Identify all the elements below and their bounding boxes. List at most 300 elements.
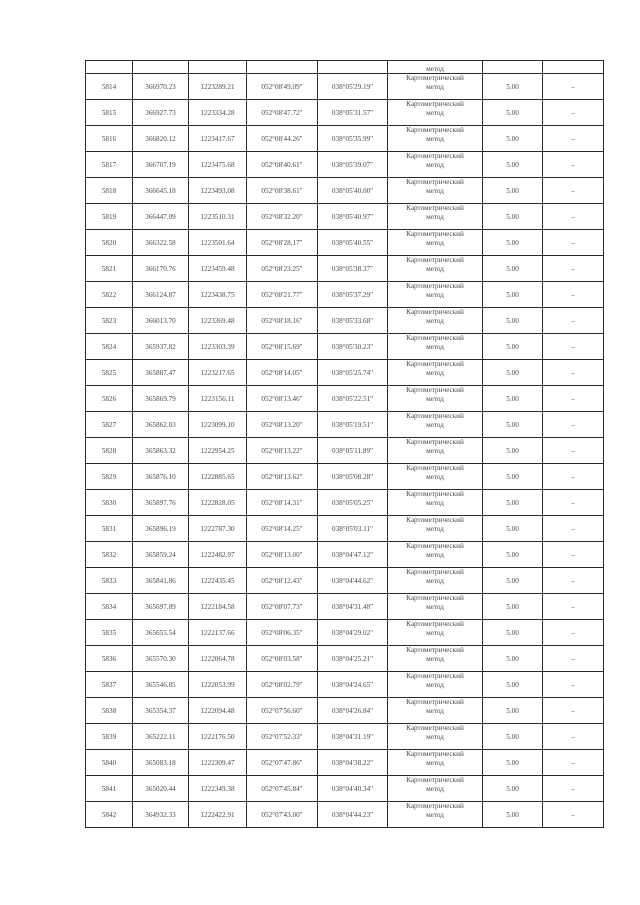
method-line-1: Картометрический: [406, 542, 464, 550]
method-line-1: Картометрический: [406, 74, 464, 82]
cell-latitude: 052°08'02.79": [247, 672, 318, 698]
cell-point-number: 5828: [86, 438, 133, 464]
cell-y: 1223303.39: [189, 334, 247, 360]
cell-method: [388, 386, 483, 412]
cell-point-number: 5818: [86, 178, 133, 204]
cell-method: [388, 594, 483, 620]
cell-latitude: 052°08'13.46": [247, 386, 318, 412]
cell-y: 1223501.64: [189, 230, 247, 256]
method-line-1: Картометрический: [406, 334, 464, 342]
table-row: [86, 646, 604, 672]
cell-method: [388, 412, 483, 438]
cell-latitude: 052°08'18.16": [247, 308, 318, 334]
cell-x: 366927.73: [133, 100, 189, 126]
cell-x: 365020.44: [133, 776, 189, 802]
cell-point-number: 5825: [86, 360, 133, 386]
method-line-1: Картометрический: [406, 620, 464, 628]
table-row: [86, 256, 604, 282]
cell-accuracy: 5.00: [483, 802, 543, 828]
method-line-1: Картометрический: [406, 516, 464, 524]
table-row: [86, 802, 604, 828]
method-line-1: Картометрический: [406, 802, 464, 810]
table-row: [86, 152, 604, 178]
method-line-1: Картометрический: [406, 360, 464, 368]
method-line-1: Картометрический: [406, 230, 464, 238]
cell-longitude: 038°05'33.68": [318, 308, 388, 334]
cell-point-number: 5842: [86, 802, 133, 828]
cell-longitude: 038°05'29.19": [318, 74, 388, 100]
method-line-1: Картометрический: [406, 776, 464, 784]
cell-accuracy: 5.00: [483, 438, 543, 464]
cell-method: [388, 724, 483, 750]
method-line-1: Картометрический: [406, 282, 464, 290]
cell-method: [388, 750, 483, 776]
cell-point-number: 5824: [86, 334, 133, 360]
method-line-2: метод: [426, 395, 444, 403]
method-line-1: Картометрический: [406, 672, 464, 680]
cell-y: 1223334.28: [189, 100, 247, 126]
cell-latitude: [247, 61, 318, 74]
cell-accuracy: 5.00: [483, 204, 543, 230]
method-line-2: метод: [426, 525, 444, 533]
method-line-2: метод: [426, 551, 444, 559]
table-row: [86, 100, 604, 126]
cell-x: 365859.24: [133, 542, 189, 568]
method-line-2: метод: [426, 785, 444, 793]
cell-accuracy: 5.00: [483, 620, 543, 646]
cell-y: 1222094.48: [189, 698, 247, 724]
cell-latitude: 052°08'14.05": [247, 360, 318, 386]
cell-x: 366707.19: [133, 152, 189, 178]
cell-latitude: 052°08'47.72": [247, 100, 318, 126]
cell-point-number: 5835: [86, 620, 133, 646]
cell-accuracy: 5.00: [483, 74, 543, 100]
cell-method: [388, 74, 483, 100]
cell-accuracy: 5.00: [483, 594, 543, 620]
cell-accuracy: 5.00: [483, 178, 543, 204]
cell-y: 1222137.66: [189, 620, 247, 646]
method-line-1: Картометрический: [406, 464, 464, 472]
cell-x: 366970.23: [133, 74, 189, 100]
cell-point-number: 5829: [86, 464, 133, 490]
cell-description: –: [543, 360, 604, 386]
cell-accuracy: 5.00: [483, 516, 543, 542]
cell-x: 365876.10: [133, 464, 189, 490]
cell-description: –: [543, 516, 604, 542]
cell-description: –: [543, 308, 604, 334]
method-line-1: Картометрический: [406, 594, 464, 602]
cell-method: [388, 334, 483, 360]
cell-latitude: 052°08'28.17": [247, 230, 318, 256]
cell-x: 366645.18: [133, 178, 189, 204]
cell-description: –: [543, 126, 604, 152]
cell-description: –: [543, 256, 604, 282]
cell-latitude: 052°07'52.33": [247, 724, 318, 750]
cell-x: 365863.32: [133, 438, 189, 464]
cell-point-number: 5840: [86, 750, 133, 776]
cell-y: 1223510.31: [189, 204, 247, 230]
cell-x: 364932.33: [133, 802, 189, 828]
method-line-2: метод: [426, 161, 444, 169]
cell-y: 1222064.78: [189, 646, 247, 672]
table-row: [86, 490, 604, 516]
cell-accuracy: 5.00: [483, 646, 543, 672]
method-line-1: Картометрический: [406, 152, 464, 160]
cell-longitude: [318, 61, 388, 74]
table-row: [86, 438, 604, 464]
cell-accuracy: 5.00: [483, 776, 543, 802]
cell-point-number: 5827: [86, 412, 133, 438]
cell-method: [388, 776, 483, 802]
method-line-2: метод: [426, 343, 444, 351]
cell-description: –: [543, 620, 604, 646]
method-line-1: Картометрический: [406, 438, 464, 446]
cell-latitude: 052°08'13.20": [247, 412, 318, 438]
table-row: [86, 308, 604, 334]
cell-method: [388, 568, 483, 594]
cell-y: 1222053.99: [189, 672, 247, 698]
cell-accuracy: 5.00: [483, 672, 543, 698]
cell-description: –: [543, 152, 604, 178]
cell-method: [388, 230, 483, 256]
cell-point-number: 5830: [86, 490, 133, 516]
method-line-2: метод: [426, 603, 444, 611]
cell-method: [388, 672, 483, 698]
cell-point-number: 5821: [86, 256, 133, 282]
cell-latitude: 052°08'13.22": [247, 438, 318, 464]
cell-x: 365222.11: [133, 724, 189, 750]
cell-latitude: 052°08'14.31": [247, 490, 318, 516]
cell-longitude: 038°05'11.89": [318, 438, 388, 464]
cell-longitude: 038°05'22.51": [318, 386, 388, 412]
cell-point-number: 5836: [86, 646, 133, 672]
table-row: [86, 750, 604, 776]
cell-latitude: 052°08'06.35": [247, 620, 318, 646]
cell-latitude: 052°08'07.73": [247, 594, 318, 620]
cell-latitude: 052°08'13.00": [247, 542, 318, 568]
cell-method: [388, 204, 483, 230]
method-line-1: Картометрический: [406, 386, 464, 394]
cell-longitude: 038°05'30.23": [318, 334, 388, 360]
cell-point-number: 5815: [86, 100, 133, 126]
method-line-2: метод: [426, 447, 444, 455]
cell-x: 365354.37: [133, 698, 189, 724]
cell-y: 1222787.30: [189, 516, 247, 542]
table-row: [86, 724, 604, 750]
cell-x: 365655.54: [133, 620, 189, 646]
cell-method: [388, 360, 483, 386]
cell-description: [543, 61, 604, 74]
cell-y: 1222349.38: [189, 776, 247, 802]
cell-longitude: 038°05'08.28": [318, 464, 388, 490]
table-row: [86, 204, 604, 230]
cell-point-number: 5831: [86, 516, 133, 542]
method-line-2: метод: [426, 629, 444, 637]
cell-latitude: 052°08'21.77": [247, 282, 318, 308]
method-line-1: Картометрический: [406, 724, 464, 732]
cell-description: –: [543, 646, 604, 672]
cell-y: 1222954.25: [189, 438, 247, 464]
cell-point-number: 5823: [86, 308, 133, 334]
table-row: [86, 230, 604, 256]
cell-method: [388, 126, 483, 152]
cell-accuracy: 5.00: [483, 282, 543, 308]
cell-longitude: 038°05'35.99": [318, 126, 388, 152]
cell-method: [388, 152, 483, 178]
method-line-1: Картометрический: [406, 412, 464, 420]
cell-point-number: 5817: [86, 152, 133, 178]
cell-method: [388, 698, 483, 724]
cell-accuracy: 5.00: [483, 360, 543, 386]
cell-x: 366820.12: [133, 126, 189, 152]
cell-point-number: 5820: [86, 230, 133, 256]
cell-x: 365887.47: [133, 360, 189, 386]
cell-point-number: 5837: [86, 672, 133, 698]
cell-point-number: 5841: [86, 776, 133, 802]
cell-longitude: 038°05'05.25": [318, 490, 388, 516]
method-line-1: Картометрический: [406, 490, 464, 498]
cell-method: [388, 620, 483, 646]
cell-y: 1223459.48: [189, 256, 247, 282]
cell-latitude: 052°08'15.69": [247, 334, 318, 360]
cell-x: 365869.79: [133, 386, 189, 412]
cell-longitude: 038°05'38.37": [318, 256, 388, 282]
method-line-2: метод: [426, 421, 444, 429]
cell-point-number: 5816: [86, 126, 133, 152]
cell-description: –: [543, 230, 604, 256]
cell-x: 365937.82: [133, 334, 189, 360]
cell-longitude: 038°05'40.00": [318, 178, 388, 204]
method-line-2: метод: [426, 239, 444, 247]
method-line-2: метод: [426, 707, 444, 715]
cell-method: [388, 438, 483, 464]
cell-description: –: [543, 282, 604, 308]
cell-x: 365896.19: [133, 516, 189, 542]
method-line-1: Картометрический: [406, 750, 464, 758]
cell-description: –: [543, 672, 604, 698]
cell-accuracy: 5.00: [483, 698, 543, 724]
cell-x: 366322.58: [133, 230, 189, 256]
method-line-2: метод: [426, 291, 444, 299]
cell-accuracy: 5.00: [483, 386, 543, 412]
cell-x: 366013.70: [133, 308, 189, 334]
table-row: [86, 178, 604, 204]
cell-longitude: 038°04'26.84": [318, 698, 388, 724]
cell-description: –: [543, 412, 604, 438]
table-row: [86, 464, 604, 490]
cell-longitude: 038°04'24.65": [318, 672, 388, 698]
cell-longitude: 038°04'38.22": [318, 750, 388, 776]
cell-longitude: 038°05'25.74": [318, 360, 388, 386]
method-line-2: метод: [426, 655, 444, 663]
cell-y: 1223438.75: [189, 282, 247, 308]
cell-method: [388, 308, 483, 334]
cell-description: –: [543, 802, 604, 828]
cell-description: –: [543, 438, 604, 464]
cell-latitude: 052°08'32.20": [247, 204, 318, 230]
coordinates-table: [85, 60, 604, 828]
cell-latitude: 052°08'49.09": [247, 74, 318, 100]
cell-accuracy: 5.00: [483, 568, 543, 594]
cell-method: [388, 542, 483, 568]
cell-description: –: [543, 178, 604, 204]
cell-longitude: 038°04'44.62": [318, 568, 388, 594]
table-row: [86, 516, 604, 542]
method-line-2: метод: [426, 135, 444, 143]
cell-x: 366447.09: [133, 204, 189, 230]
cell-longitude: 038°05'40.55": [318, 230, 388, 256]
method-line-1: Картометрический: [406, 568, 464, 576]
cell-description: –: [543, 724, 604, 750]
cell-point-number: 5822: [86, 282, 133, 308]
cell-description: –: [543, 204, 604, 230]
cell-longitude: 038°05'39.07": [318, 152, 388, 178]
cell-method: [388, 100, 483, 126]
method-line-2: метод: [426, 265, 444, 273]
cell-method: [388, 516, 483, 542]
cell-longitude: 038°05'37.29": [318, 282, 388, 308]
table-row: [86, 412, 604, 438]
table-row: [86, 282, 604, 308]
cell-method: [388, 802, 483, 828]
table-row: [86, 386, 604, 412]
cell-point-number: 5834: [86, 594, 133, 620]
cell-accuracy: 5.00: [483, 412, 543, 438]
method-line-2: метод: [426, 83, 444, 91]
cell-description: –: [543, 100, 604, 126]
method-line-2: метод: [426, 681, 444, 689]
cell-x: 365862.03: [133, 412, 189, 438]
method-line-1: Картометрический: [406, 178, 464, 186]
table-row: [86, 542, 604, 568]
cell-longitude: 038°04'47.12": [318, 542, 388, 568]
cell-y: 1222309.47: [189, 750, 247, 776]
cell-point-number: 5833: [86, 568, 133, 594]
cell-point-number: 5838: [86, 698, 133, 724]
table-row: [86, 620, 604, 646]
cell-method: [388, 178, 483, 204]
cell-x: 366124.87: [133, 282, 189, 308]
method-line-1: Картометрический: [406, 308, 464, 316]
method-line-1: Картометрический: [406, 204, 464, 212]
table-row: [86, 360, 604, 386]
table-body: [86, 61, 604, 828]
cell-accuracy: 5.00: [483, 750, 543, 776]
cell-longitude: 038°04'29.02": [318, 620, 388, 646]
cell-x: [133, 61, 189, 74]
method-line-1: Картометрический: [406, 646, 464, 654]
cell-y: 1223475.68: [189, 152, 247, 178]
cell-longitude: 038°04'25.21": [318, 646, 388, 672]
table-row: [86, 698, 604, 724]
cell-y: 1223369.48: [189, 308, 247, 334]
cell-latitude: 052°08'38.61": [247, 178, 318, 204]
cell-point-number: 5832: [86, 542, 133, 568]
method-line-1: Картометрический: [406, 126, 464, 134]
cell-description: –: [543, 386, 604, 412]
table-row: [86, 568, 604, 594]
cell-y: 1223417.67: [189, 126, 247, 152]
cell-longitude: 038°05'40.97": [318, 204, 388, 230]
cell-description: –: [543, 568, 604, 594]
cell-accuracy: 5.00: [483, 152, 543, 178]
table-row: [86, 594, 604, 620]
cell-point-number: 5839: [86, 724, 133, 750]
cell-latitude: 052°08'40.61": [247, 152, 318, 178]
method-line-2: метод: [426, 109, 444, 117]
cell-longitude: 038°04'31.19": [318, 724, 388, 750]
method-line-1: Картометрический: [406, 100, 464, 108]
cell-accuracy: 5.00: [483, 126, 543, 152]
cell-latitude: 052°08'13.62": [247, 464, 318, 490]
cell-latitude: 052°08'14.25": [247, 516, 318, 542]
cell-longitude: 038°05'19.51": [318, 412, 388, 438]
method-line-2: метод: [426, 759, 444, 767]
cell-latitude: 052°07'56.60": [247, 698, 318, 724]
table-row: [86, 776, 604, 802]
cell-x: 365083.18: [133, 750, 189, 776]
cell-y: 1223156.11: [189, 386, 247, 412]
cell-description: –: [543, 334, 604, 360]
cell-accuracy: 5.00: [483, 542, 543, 568]
method-line-2: метод: [426, 733, 444, 741]
cell-accuracy: 5.00: [483, 490, 543, 516]
cell-accuracy: 5.00: [483, 100, 543, 126]
cell-method: [388, 256, 483, 282]
cell-method: [388, 282, 483, 308]
cell-x: 366170.76: [133, 256, 189, 282]
cell-accuracy: 5.00: [483, 230, 543, 256]
cell-latitude: 052°07'45.84": [247, 776, 318, 802]
table-row: [86, 334, 604, 360]
cell-y: 1223289.21: [189, 74, 247, 100]
cell-y: 1222422.91: [189, 802, 247, 828]
cell-accuracy: 5.00: [483, 724, 543, 750]
method-line-2: метод: [426, 213, 444, 221]
cell-latitude: 052°08'23.25": [247, 256, 318, 282]
cell-description: –: [543, 464, 604, 490]
method-line-2: метод: [426, 317, 444, 325]
cell-x: 365841.86: [133, 568, 189, 594]
cell-x: 365570.30: [133, 646, 189, 672]
cell-latitude: 052°08'03.58": [247, 646, 318, 672]
cell-y: 1222828.05: [189, 490, 247, 516]
cell-longitude: 038°05'31.57": [318, 100, 388, 126]
cell-description: –: [543, 594, 604, 620]
cell-accuracy: 5.00: [483, 308, 543, 334]
cell-accuracy: [483, 61, 543, 74]
continuation-row: [86, 61, 604, 74]
cell-method: [388, 464, 483, 490]
cell-latitude: 052°08'44.26": [247, 126, 318, 152]
cell-description: –: [543, 698, 604, 724]
method-line-2: метод: [426, 577, 444, 585]
cell-x: 365897.76: [133, 490, 189, 516]
cell-y: 1223099.10: [189, 412, 247, 438]
cell-description: –: [543, 74, 604, 100]
cell-y: [189, 61, 247, 74]
method-line-2: метод: [426, 369, 444, 377]
cell-accuracy: 5.00: [483, 464, 543, 490]
cell-y: 1222885.65: [189, 464, 247, 490]
cell-method: [388, 646, 483, 672]
method-line-1: Картометрический: [406, 256, 464, 264]
cell-point-number: 5826: [86, 386, 133, 412]
cell-description: –: [543, 542, 604, 568]
cell-method: метод: [388, 61, 483, 74]
cell-y: 1222482.97: [189, 542, 247, 568]
table-row: [86, 126, 604, 152]
